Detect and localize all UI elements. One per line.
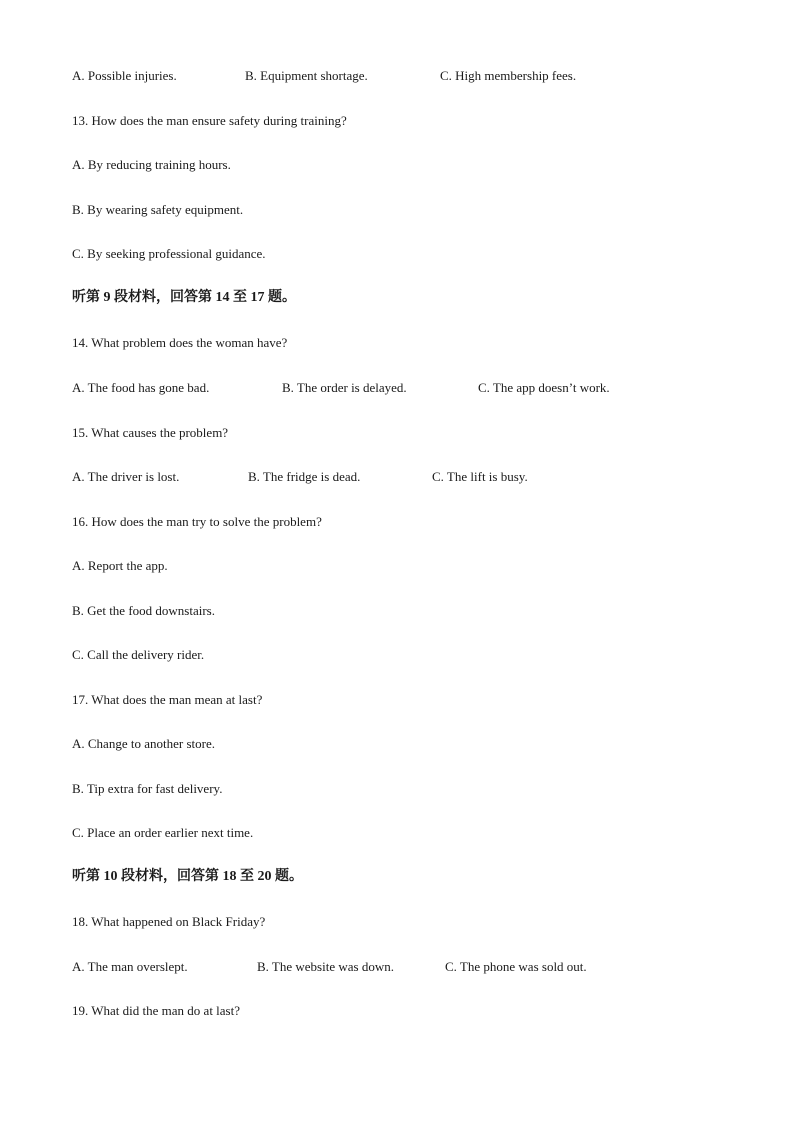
question-18: 18. What happened on Black Friday? — [72, 914, 266, 929]
q17-option-a: A. Change to another store. — [72, 736, 215, 751]
q15-option-b: B. The fridge is dead. — [248, 469, 361, 484]
q18-option-a: A. The man overslept. — [72, 959, 188, 974]
q14-option-c: C. The app doesn’t work. — [478, 380, 610, 395]
q13-option-b: B. By wearing safety equipment. — [72, 202, 244, 217]
q18-option-c: C. The phone was sold out. — [445, 959, 587, 974]
q16-option-a: A. Report the app. — [72, 558, 168, 573]
q17-option-b: B. Tip extra for fast delivery. — [72, 781, 223, 796]
q14-option-b: B. The order is delayed. — [282, 380, 407, 395]
question-19: 19. What did the man do at last? — [72, 1003, 240, 1018]
question-15: 15. What causes the problem? — [72, 425, 229, 440]
q12-option-b: B. Equipment shortage. — [245, 68, 368, 83]
question-13: 13. How does the man ensure safety during training? — [72, 113, 347, 128]
question-16: 16. How does the man try to solve the problem? — [72, 514, 322, 529]
q12-option-a: A. Possible injuries. — [72, 68, 177, 83]
q17-option-c: C. Place an order earlier next time. — [72, 825, 254, 840]
section-9-heading: 听第 9 段材料，回答第 14 至 17 题。 — [72, 290, 296, 305]
section-10-heading: 听第 10 段材料，回答第 18 至 20 题。 — [72, 869, 303, 884]
q15-option-a: A. The driver is lost. — [72, 469, 180, 484]
q13-option-c: C. By seeking professional guidance. — [72, 246, 266, 261]
q13-option-a: A. By reducing training hours. — [72, 157, 231, 172]
q14-option-a: A. The food has gone bad. — [72, 380, 210, 395]
q12-option-c: C. High membership fees. — [440, 68, 577, 83]
question-14: 14. What problem does the woman have? — [72, 335, 288, 350]
q16-option-b: B. Get the food downstairs. — [72, 603, 215, 618]
q15-option-c: C. The lift is busy. — [432, 469, 528, 484]
question-17: 17. What does the man mean at last? — [72, 692, 263, 707]
q16-option-c: C. Call the delivery rider. — [72, 647, 205, 662]
q18-option-b: B. The website was down. — [257, 959, 394, 974]
